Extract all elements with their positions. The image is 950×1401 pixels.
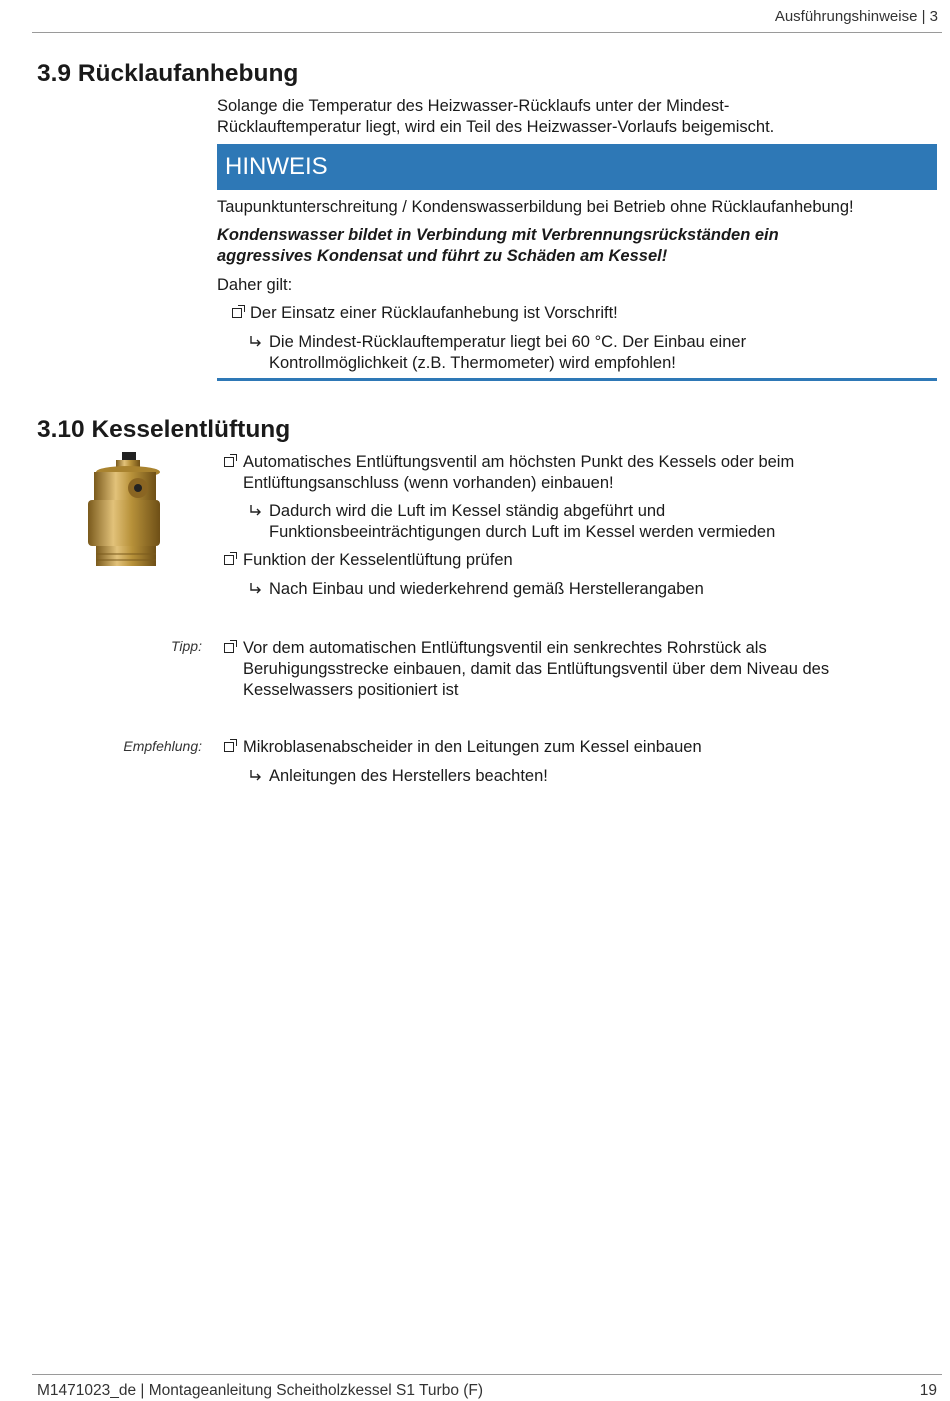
- therefore-text: Daher gilt:: [217, 276, 293, 294]
- checkbox-icon: [232, 308, 242, 318]
- header-divider: [32, 32, 942, 33]
- notice-banner: HINWEIS: [217, 144, 937, 190]
- action-label: Mikroblasenabscheider in den Leitungen zum Kessel einbauen: [243, 738, 702, 756]
- action-label: Funktion der Kesselentlüftung prüfen: [243, 551, 513, 569]
- result-arrow-icon: [249, 335, 263, 349]
- tip-line: Beruhigungsstrecke einbauen, damit das Entlüftungsventil über dem Niveau des: [243, 660, 830, 678]
- result-line: Dadurch wird die Luft im Kessel ständig abgeführt und: [269, 502, 666, 520]
- page-number: 19: [919, 1382, 937, 1399]
- check-function-item: [224, 550, 513, 571]
- result-label: Nach Einbau und wiederkehrend gemäß Herstellerangaben: [269, 580, 704, 598]
- notice-warning: [217, 225, 779, 267]
- result-arrow-icon: [249, 582, 263, 596]
- checkbox-icon: [224, 643, 234, 653]
- intro-line: Solange die Temperatur des Heizwasser-Rücklaufs unter der Mindest-: [217, 97, 730, 115]
- tip-item: [224, 638, 829, 701]
- footer-divider: [32, 1374, 942, 1375]
- result-line: Funktionsbeeinträchtigungen durch Luft im Kessel werden vermieden: [269, 523, 776, 541]
- result-label: Anleitungen des Herstellers beachten!: [269, 767, 548, 785]
- result-line: Die Mindest-Rücklauftemperatur liegt bei 60 °C. Der Einbau einer: [269, 333, 747, 351]
- checkbox-icon: [224, 457, 234, 467]
- footer-document-title: M1471023_de | Montageanleitung Scheitholzkessel S1 Turbo (F): [37, 1382, 484, 1399]
- air-vent-valve-image: [80, 450, 160, 570]
- result-arrow-icon: [249, 769, 263, 783]
- intro-paragraph: [217, 96, 774, 138]
- notice-end-rule: [217, 378, 937, 381]
- recommendation-item: [224, 737, 702, 758]
- running-header: Ausführungshinweise | 3: [774, 8, 938, 25]
- result-arrow-icon: [249, 504, 263, 518]
- result-line: Kontrollmöglichkeit (z.B. Thermometer) wird empfohlen!: [269, 354, 676, 372]
- recommendation-label: Empfehlung:: [123, 738, 202, 754]
- intro-line: Rücklauftemperatur liegt, wird ein Teil des Heizwasser-Vorlaufs beigemischt.: [217, 118, 775, 136]
- recommendation-result: [249, 766, 548, 787]
- vent-result-item: [249, 501, 775, 543]
- tip-label: Tipp:: [170, 638, 202, 654]
- warning-line: Kondenswasser bildet in Verbindung mit Verbrennungsrückständen ein: [217, 226, 779, 244]
- tip-line: Vor dem automatischen Entlüftungsventil ein senkrechtes Rohrstück als: [243, 639, 767, 657]
- warning-line: aggressives Kondensat und führt zu Schäden am Kessel!: [217, 247, 668, 265]
- action-label: Der Einsatz einer Rücklaufanhebung ist Vorschrift!: [250, 304, 618, 322]
- check-function-result: [249, 579, 704, 600]
- action-line: Automatisches Entlüftungsventil am höchsten Punkt des Kessels oder beim: [243, 453, 795, 471]
- tip-line: Kesselwassers positioniert ist: [243, 681, 459, 699]
- section-title-3-10: 3.10 Kesselentlüftung: [37, 416, 291, 443]
- notice-result-item: [249, 332, 746, 374]
- section-title-3-9: 3.9 Rücklaufanhebung: [37, 60, 299, 87]
- notice-action-item: [232, 303, 618, 324]
- checkbox-icon: [224, 555, 234, 565]
- checkbox-icon: [224, 742, 234, 752]
- action-line: Entlüftungsanschluss (wenn vorhanden) einbauen!: [243, 474, 614, 492]
- vent-action-item: [224, 452, 794, 494]
- notice-text: Taupunktunterschreitung / Kondenswasserbildung bei Betrieb ohne Rücklaufanhebung!: [217, 198, 854, 216]
